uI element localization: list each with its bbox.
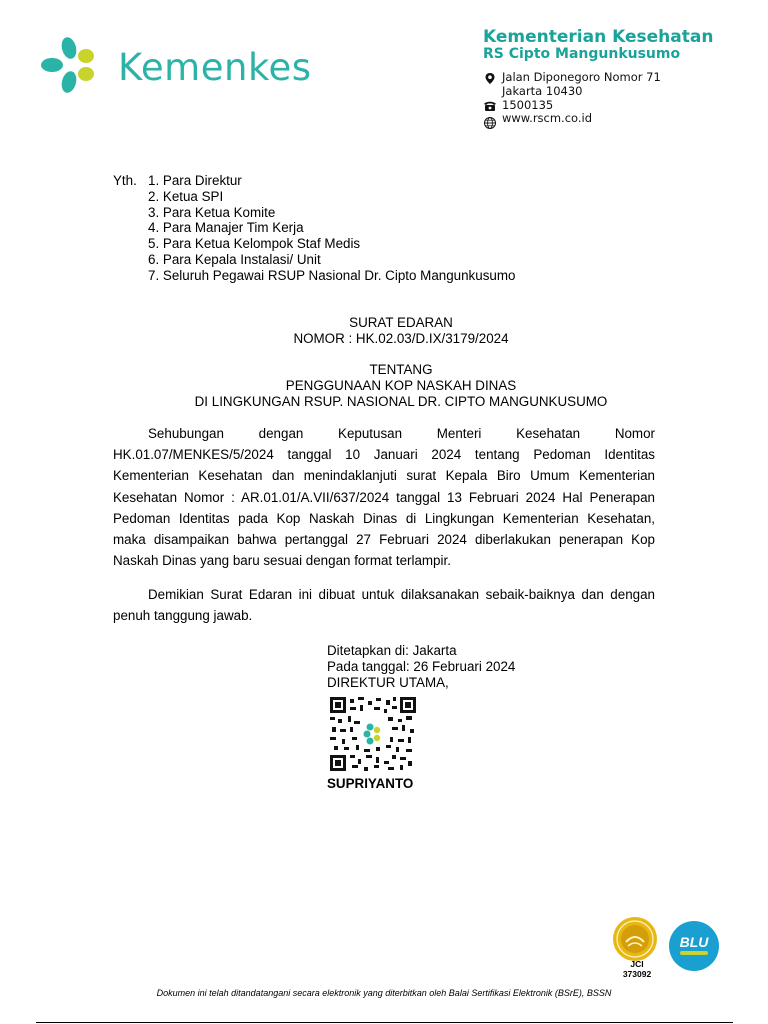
paragraph-line: maka disampaikan bahwa pertanggal 27 Februari 2024 diberlakukan penerapan Kop — [113, 531, 655, 547]
blu-badge — [668, 920, 720, 972]
recipient-item: 3. Para Ketua Komite — [148, 204, 276, 220]
brand-wordmark: Kemenkes — [118, 46, 312, 89]
paragraph-line: HK.01.07/MENKES/5/2024 tanggal 10 Januari 2024 tentang Pedoman Identitas — [113, 447, 655, 463]
signature-date: Pada tanggal: 26 Februari 2024 — [327, 658, 516, 674]
recipient-item: 7. Seluruh Pegawai RSUP Nasional Dr. Cipto Mangunkusumo — [148, 267, 516, 283]
address-line-2: Jakarta 10430 — [502, 84, 583, 98]
paragraph-line: Naskah Dinas yang baru sesuai dengan format terlampir. — [113, 553, 451, 569]
address-line-1: Jalan Diponegoro Nomor 71 — [502, 70, 661, 84]
signature-place: Ditetapkan di: Jakarta — [327, 643, 457, 658]
paragraph-line: penuh tanggung jawab. — [113, 608, 253, 624]
phone-icon — [483, 99, 497, 113]
globe-icon — [483, 116, 497, 130]
signature-position: DIREKTUR UTAMA, — [327, 674, 449, 690]
body-paragraph-1 — [113, 423, 655, 571]
doc-subject-1: PENGGUNAAN KOP NASKAH DINAS — [285, 378, 517, 393]
recipient-item: 2. Ketua SPI — [148, 188, 224, 204]
jci-number: 373092 — [622, 968, 652, 979]
recipient-item: 1. Para Direktur — [148, 173, 242, 188]
paragraph-line: Demikian Surat Edaran ini dibuat untuk dilaksanakan sebaik-baiknya dan dengan — [148, 587, 655, 602]
phone-number: 1500135 — [502, 98, 554, 112]
paragraph-line: Sehubungan dengan Keputusan Menteri Kesehatan Nomor — [148, 426, 655, 441]
doc-subject-2: DI LINGKUNGAN RSUP. NASIONAL DR. CIPTO MANGUNKUSUMO — [194, 394, 608, 409]
blu-text: BLU — [679, 934, 709, 950]
paragraph-line: Pedoman Identitas pada Kop Naskah Dinas di Lingkungan Kementerian Kesehatan, — [113, 510, 655, 526]
website-link[interactable]: www.rscm.co.id — [502, 111, 593, 125]
footer-note: Dokumen ini telah ditandatangani secara elektronik yang diterbitkan oleh Balai Sertifikasi Elektronik (BSrE), BSSN — [156, 988, 612, 998]
org-subtitle: RS Cipto Mangunkusumo — [483, 46, 681, 62]
org-title: Kementerian Kesehatan — [483, 27, 714, 47]
jci-label — [612, 960, 662, 979]
recipients-prefix: Yth. — [113, 173, 137, 188]
recipient-item: 5. Para Ketua Kelompok Staf Medis — [148, 236, 361, 252]
recipient-item: 6. Para Kepala Instalasi/ Unit — [148, 251, 321, 267]
doc-about: TENTANG — [369, 362, 433, 377]
recipients-list — [148, 173, 515, 284]
jci-text: JCI — [630, 959, 644, 969]
jci-seal — [612, 916, 658, 962]
signature-block — [327, 643, 515, 690]
qr-code-icon — [330, 697, 416, 771]
signer-name: SUPRIYANTO — [327, 776, 414, 791]
recipient-item: 4. Para Manajer Tim Kerja — [148, 220, 304, 236]
paragraph-line: Kementerian Kesehatan dan menindaklanjuti surat Kepala Biro Umum Kementerian — [113, 468, 655, 484]
footer-divider — [36, 1022, 733, 1023]
doc-type: SURAT EDARAN — [349, 315, 453, 330]
kemenkes-logo-icon — [38, 34, 100, 96]
paragraph-line: Kesehatan Nomor : AR.01.01/A.VII/637/2024 tanggal 13 Februari 2024 Hal Penerapan — [113, 489, 655, 505]
jci-seal-icon — [612, 916, 658, 962]
qr-code — [330, 697, 416, 771]
kemenkes-logo — [38, 34, 100, 96]
doc-number: NOMOR : HK.02.03/D.IX/3179/2024 — [293, 331, 509, 346]
body-paragraph-2 — [113, 584, 655, 626]
location-pin-icon — [483, 72, 497, 86]
